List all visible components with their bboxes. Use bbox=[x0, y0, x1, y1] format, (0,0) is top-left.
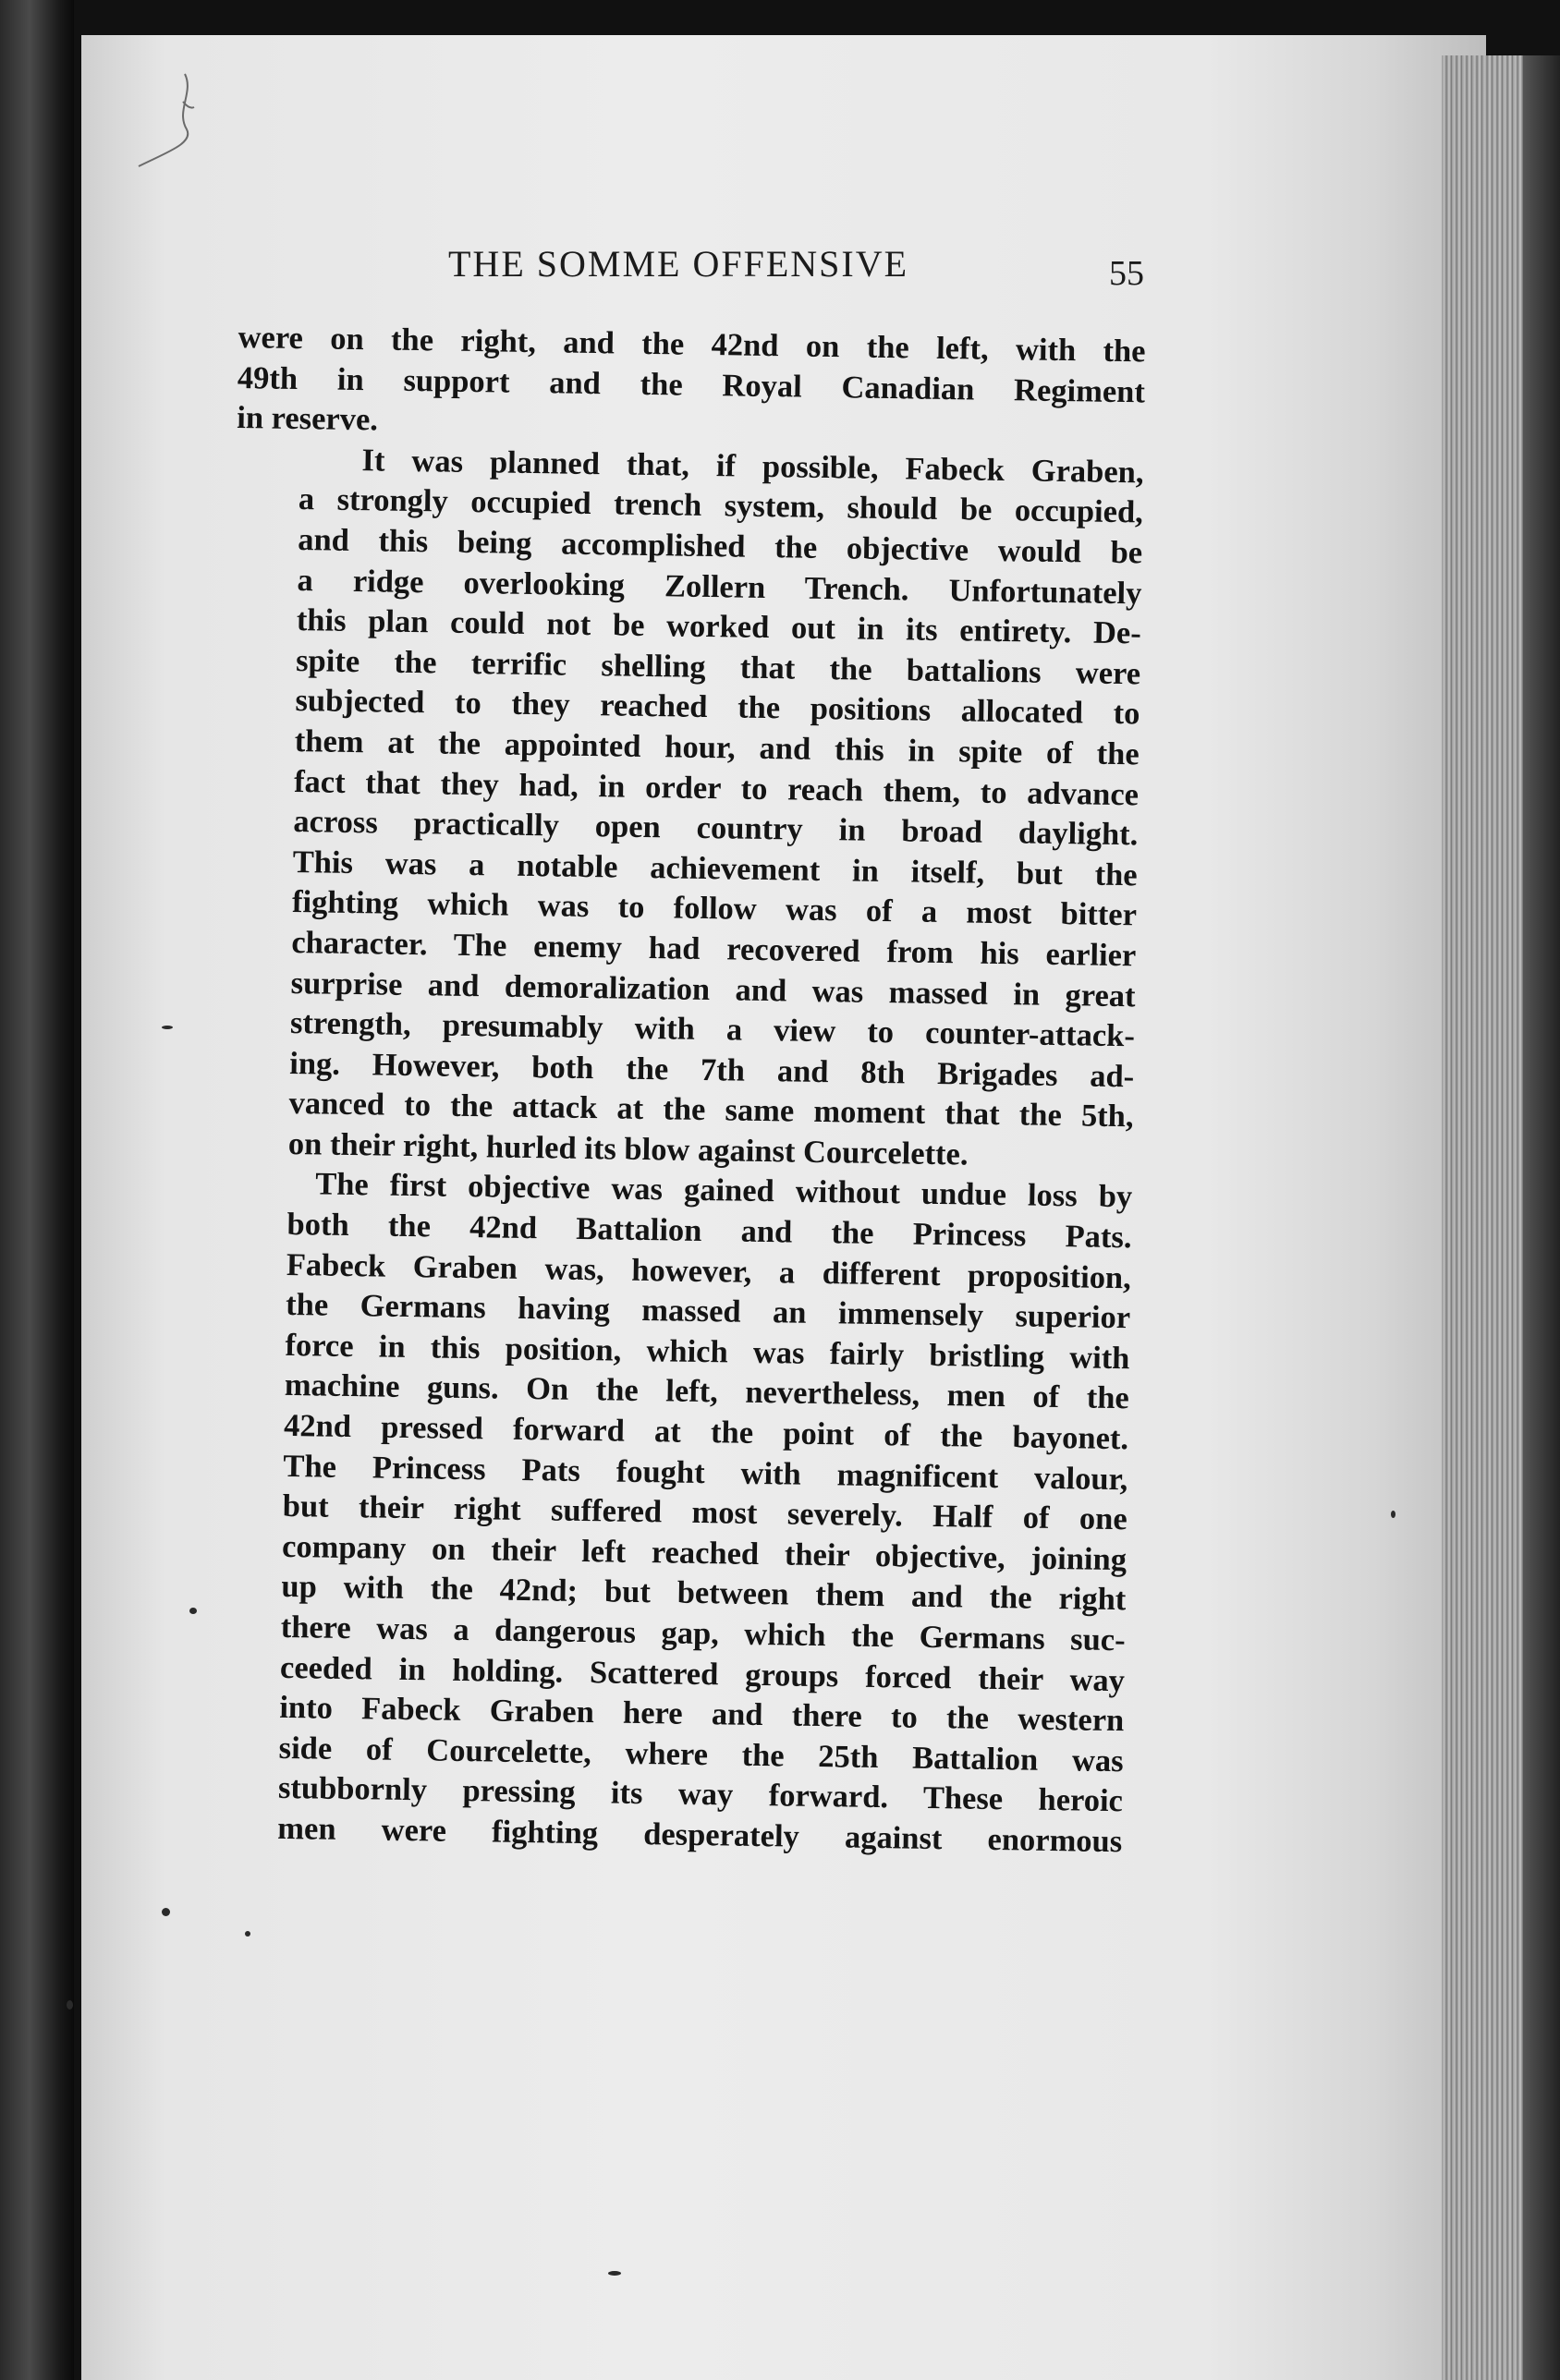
text-line: vanced to the attack at the same moment that the 5th, bbox=[288, 1086, 1134, 1135]
text-line: a strongly occupied trench system, should be occupied, bbox=[298, 481, 1144, 530]
dust-speck bbox=[189, 1608, 197, 1614]
text-line: up with the 42nd; but between them and the right bbox=[281, 1569, 1127, 1618]
text-line: company on their left reached their objective, joining bbox=[281, 1528, 1127, 1578]
text-line: were on the right, and the 42nd on the left, with the bbox=[238, 319, 1146, 370]
text-line: The first objective was gained without undue loss by bbox=[314, 1166, 1133, 1215]
text-line: This was a notable achievement in itself, but the bbox=[292, 844, 1138, 893]
dust-speck bbox=[67, 2000, 73, 2010]
left-binding-edge bbox=[0, 0, 74, 2380]
text-line: on their right, hurled its blow against Courcelette. bbox=[287, 1125, 969, 1172]
paragraph-2 bbox=[225, 439, 1144, 1178]
text-line: and this being accomplished the objective would be bbox=[297, 522, 1143, 571]
text-line: force in this position, which was fairly bristling with bbox=[285, 1327, 1130, 1377]
body-text bbox=[214, 318, 1146, 1863]
paragraph-3 bbox=[214, 1163, 1133, 1862]
paragraph-1 bbox=[237, 318, 1146, 453]
text-line: Fabeck Graben was, however, a different proposition, bbox=[286, 1246, 1132, 1295]
text-line: 49th in support and the Royal Canadian Regiment bbox=[237, 359, 1146, 410]
dust-speck bbox=[162, 1908, 170, 1916]
text-line: a ridge overlooking Zollern Trench. Unfortunately bbox=[297, 562, 1142, 611]
running-title: THE SOMME OFFENSIVE bbox=[448, 243, 909, 285]
dust-speck bbox=[162, 1026, 173, 1029]
dust-speck bbox=[1391, 1511, 1395, 1518]
text-line: 42nd pressed forward at the point of the bayonet. bbox=[283, 1407, 1129, 1457]
text-line: both the 42nd Battalion and the Princess Pats. bbox=[286, 1207, 1132, 1256]
text-line: character. The enemy had recovered from his earlier bbox=[291, 924, 1137, 974]
text-line: spite the terrific shelling that the battalions were bbox=[295, 642, 1141, 692]
pencil-scribble-mark bbox=[129, 65, 231, 176]
text-line: across practically open country in broad daylight. bbox=[293, 804, 1139, 853]
page-header bbox=[268, 242, 1155, 298]
text-line: there was a dangerous gap, which the Germans suc- bbox=[280, 1609, 1126, 1658]
text-line: subjected to they reached the positions allocated to bbox=[295, 683, 1140, 732]
dust-speck bbox=[245, 1931, 250, 1937]
text-line: fact that they had, in order to reach them, to advance bbox=[293, 763, 1140, 812]
text-line: but their right suffered most severely. Half of one bbox=[282, 1488, 1127, 1537]
text-line: the Germans having massed an immensely superior bbox=[285, 1287, 1131, 1336]
text-line: ing. However, both the 7th and 8th Brigades ad- bbox=[289, 1045, 1135, 1095]
text-line: in reserve. bbox=[237, 400, 379, 438]
text-line: them at the appointed hour, and this in spite of the bbox=[294, 722, 1140, 772]
text-line: side of Courcelette, where the 25th Battalion was bbox=[278, 1730, 1124, 1779]
dust-speck bbox=[608, 2271, 621, 2276]
text-line: this plan could not be worked out in its entirety. De- bbox=[296, 602, 1142, 651]
text-line: ceeded in holding. Scattered groups forced their way bbox=[279, 1649, 1126, 1698]
text-line: machine guns. On the left, nevertheless, men of the bbox=[284, 1367, 1130, 1416]
text-line: The Princess Pats fought with magnificent valour, bbox=[283, 1448, 1128, 1497]
text-line: strength, presumably with a view to counter-attack- bbox=[289, 1005, 1136, 1054]
text-line: It was planned that, if possible, Fabeck Graben, bbox=[361, 442, 1144, 491]
text-line: surprise and demoralization and was massed in great bbox=[290, 965, 1136, 1014]
text-line: stubbornly pressing its way forward. These heroic bbox=[277, 1770, 1124, 1819]
text-line: into Fabeck Graben here and there to the western bbox=[279, 1690, 1125, 1739]
text-line: men were fighting desperately against enormous bbox=[277, 1810, 1123, 1860]
text-line: fighting which was to follow was of a most bitter bbox=[291, 884, 1138, 933]
page-number: 55 bbox=[1109, 254, 1144, 293]
stacked-page-edges bbox=[1442, 55, 1560, 2380]
